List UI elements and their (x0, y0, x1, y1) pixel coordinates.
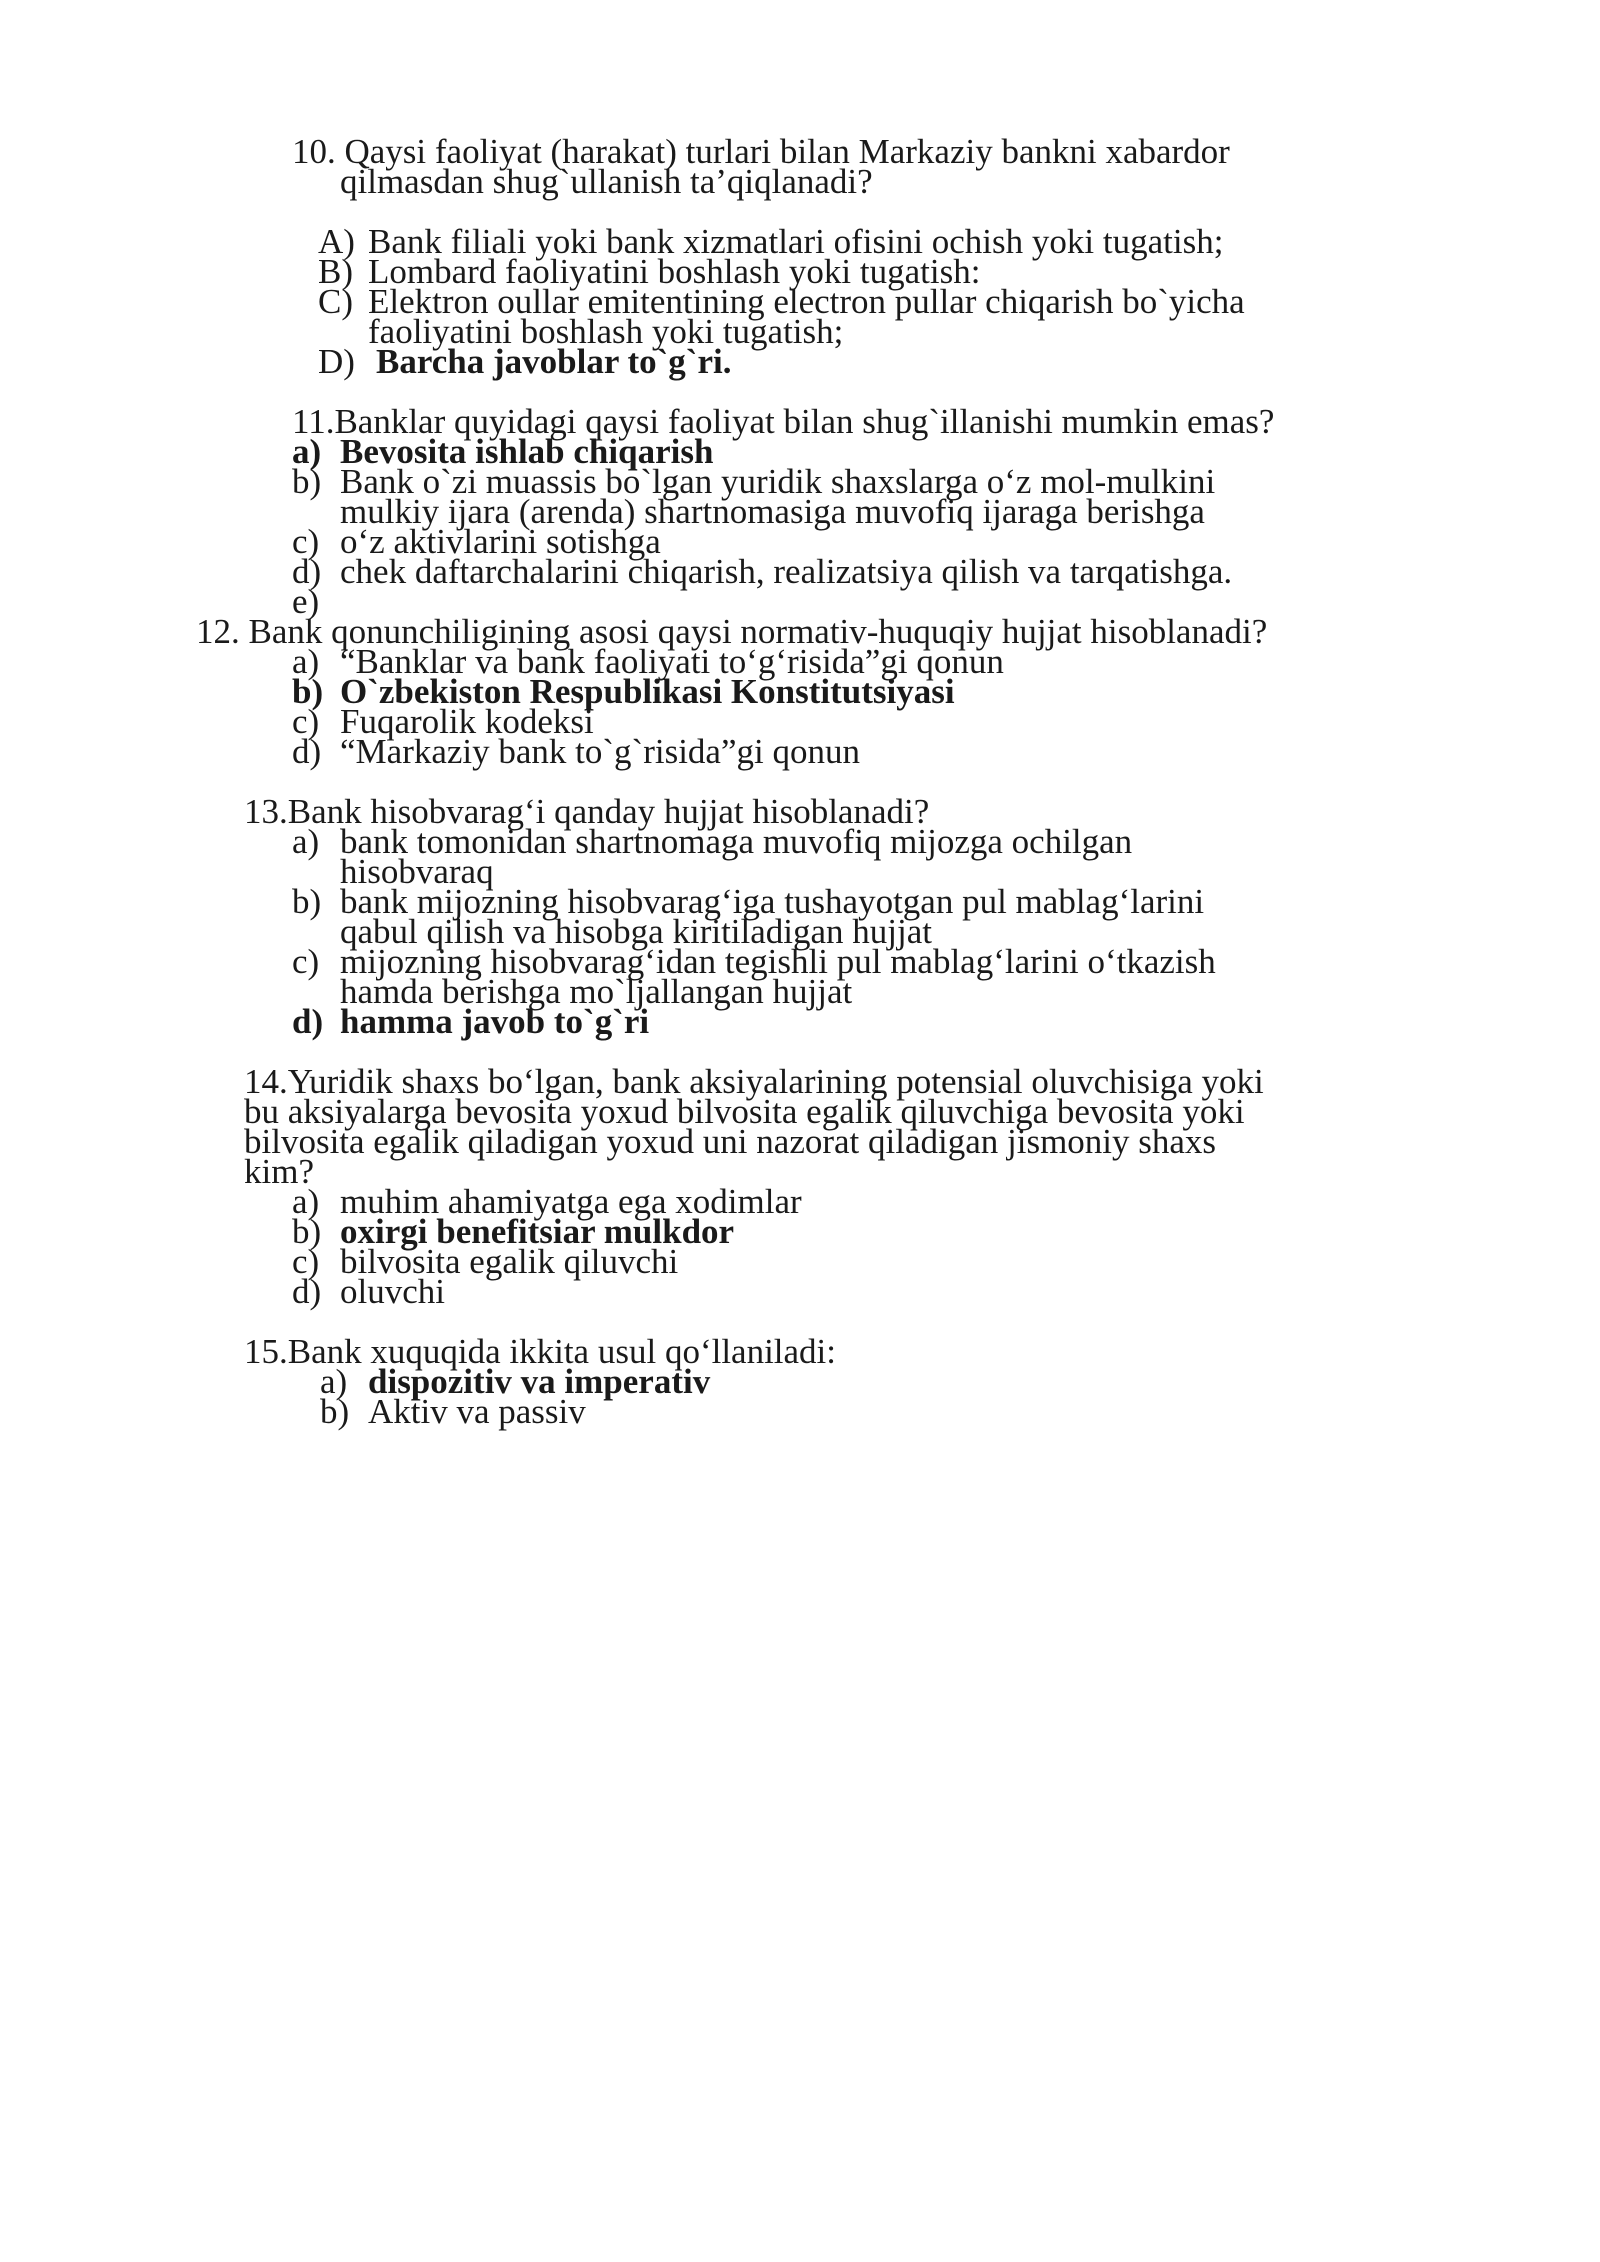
question-text: bilvosita egalik qiladigan yoxud uni nazorat qiladigan jismoniy shaxs (244, 1122, 1217, 1161)
option-text: o‘z aktivlarini sotishga (340, 522, 661, 561)
question-text: Yuridik shaxs bo‘lgan, bank aksiyalarining potensial oluvchisiga yoki (287, 1062, 1264, 1101)
option-label: d) (292, 732, 322, 771)
question-number: 14. (244, 1062, 288, 1101)
option-text-continuation: hisobvaraq (340, 852, 494, 891)
option-label: B) (318, 252, 353, 291)
answer-option-correct (318, 340, 731, 384)
option-text-continuation: faoliyatini boshlash yoki tugatish; (368, 312, 844, 351)
option-text: Lombard faoliyatini boshlash yoki tugatish: (368, 252, 981, 291)
option-label: c) (292, 1242, 320, 1281)
question-text: bu aksiyalarga bevosita yoxud bilvosita egalik qiluvchiga bevosita yoki (244, 1092, 1245, 1131)
question-text: Banklar quyidagi qaysi faoliyat bilan shug`illanishi mumkin emas? (334, 402, 1275, 441)
option-text: hamma javob to`g`ri (340, 1002, 650, 1041)
option-text: mijozning hisobvarag‘idan tegishli pul mablag‘larini o‘tkazish (340, 942, 1216, 981)
answer-option-correct (292, 1000, 649, 1044)
question-number: 12. (196, 612, 240, 651)
option-label: a) (292, 432, 322, 471)
option-text: “Banklar va bank faoliyati to‘g‘risida”gi qonun (340, 642, 1004, 681)
option-label: b) (292, 462, 322, 501)
option-label: a) (320, 1362, 348, 1401)
option-text: “Markaziy bank to`g`risida”gi qonun (340, 732, 860, 771)
option-text: Bevosita ishlab chiqarish (340, 432, 714, 471)
question-text: kim? (244, 1152, 314, 1191)
option-label: D) (318, 342, 355, 381)
option-label: c) (292, 702, 320, 741)
option-text: O`zbekiston Respublikasi Konstitutsiyasi (340, 672, 955, 711)
option-text: bank mijozning hisobvarag‘iga tushayotgan pul mablag‘larini (340, 882, 1205, 921)
question-number: 15. (244, 1332, 288, 1371)
question-number: 10. (292, 132, 336, 171)
option-label: d) (292, 1002, 324, 1041)
option-text: Elektron oullar emitentining electron pullar chiqarish bo`yicha (368, 282, 1245, 321)
option-label: d) (292, 1272, 322, 1311)
answer-option (320, 1390, 586, 1434)
option-label: A) (318, 222, 355, 261)
option-text: Bank o`zi muassis bo`lgan yuridik shaxslarga o‘z mol-mulkini (340, 462, 1216, 501)
option-label: a) (292, 822, 320, 861)
question-number: 13. (244, 792, 288, 831)
option-label: d) (292, 552, 322, 591)
option-label: b) (292, 672, 324, 711)
option-label: e) (292, 582, 320, 621)
option-label: a) (292, 642, 320, 681)
option-label: c) (292, 942, 320, 981)
option-text: Barcha javoblar to`g`ri. (376, 342, 732, 381)
option-text: dispozitiv va imperativ (368, 1362, 711, 1401)
option-text: chek daftarchalarini chiqarish, realizatsiya qilish va tarqatishga. (340, 552, 1233, 591)
answer-option (292, 550, 1232, 594)
question-text: Bank hisobvarag‘i qanday hujjat hisoblanadi? (287, 792, 930, 831)
option-text: Aktiv va passiv (368, 1392, 586, 1431)
option-label: b) (292, 882, 322, 921)
option-text: Bank filiali yoki bank xizmatlari ofisini ochish yoki tugatish; (368, 222, 1224, 261)
option-text: bank tomonidan shartnomaga muvofiq mijozga ochilgan (340, 822, 1133, 861)
question-text: Bank xuquqida ikkita usul qo‘llaniladi: (287, 1332, 837, 1371)
option-label: b) (292, 1212, 322, 1251)
question-text: Qaysi faoliyat (harakat) turlari bilan Markaziy bankni xabardor (344, 132, 1230, 171)
option-text-continuation: mulkiy ijara (arenda) shartnomasiga muvofiq ijaraga berishga (340, 492, 1205, 531)
option-text: Fuqarolik kodeksi (340, 702, 594, 741)
option-label: b) (320, 1392, 350, 1431)
option-text: oluvchi (340, 1272, 445, 1311)
option-text-continuation: hamda berishga mo`ljallangan hujjat (340, 972, 853, 1011)
answer-option (292, 730, 860, 774)
option-label: c) (292, 522, 320, 561)
answer-option (292, 1270, 445, 1314)
option-text: oxirgi benefitsiar mulkdor (340, 1212, 735, 1251)
question-text: Bank qonunchiligining asosi qaysi normativ-huquqiy hujjat hisoblanadi? (248, 612, 1268, 651)
option-label: C) (318, 282, 353, 321)
question-text: qilmasdan shug`ullanish ta’qiqlanadi? (340, 162, 873, 201)
option-label: a) (292, 1182, 320, 1221)
option-text: bilvosita egalik qiluvchi (340, 1242, 679, 1281)
option-text-continuation: qabul qilish va hisobga kiritiladigan hujjat (340, 912, 932, 951)
question-number: 11. (292, 402, 335, 441)
option-text: muhim ahamiyatga ega xodimlar (340, 1182, 802, 1221)
